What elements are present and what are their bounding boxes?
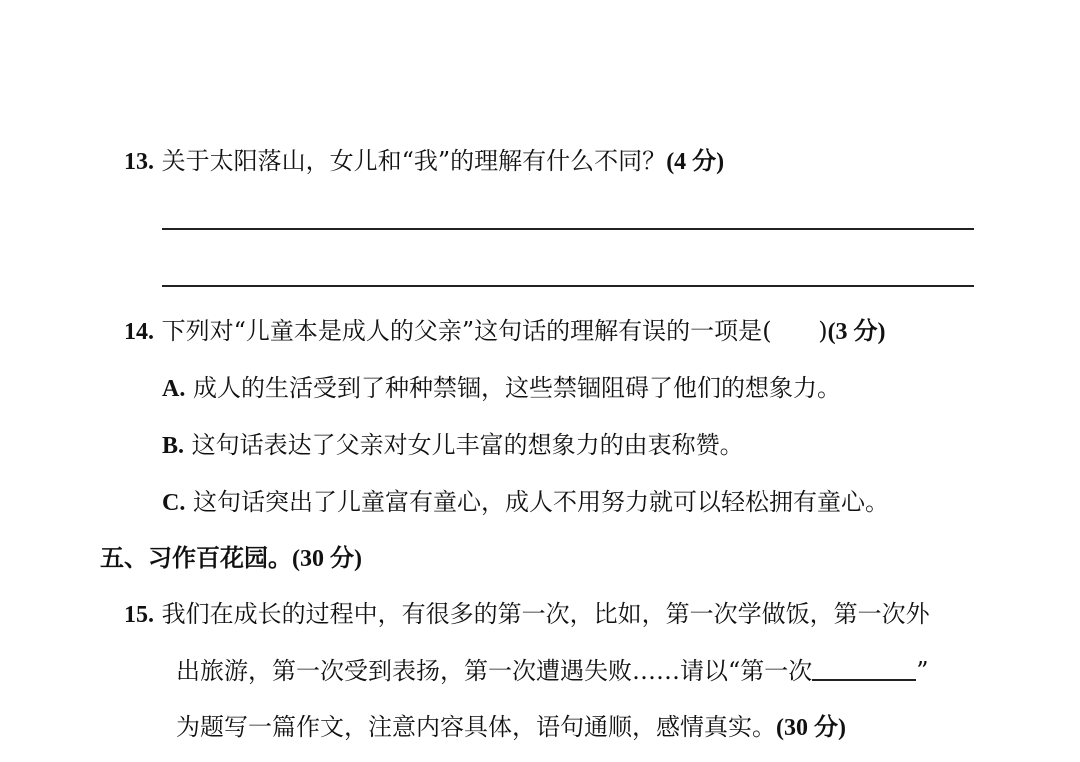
question-13: [124, 146, 724, 177]
question-text: 出旅游，第一次受到表扬，第一次遭遇失败……请以“第一次: [176, 657, 813, 685]
question-text: 为题写一篇作文，注意内容具体，语句通顺，感情真实。: [176, 713, 776, 741]
question-score: (4 分): [666, 149, 725, 175]
answer-bracket-close: ): [818, 317, 828, 345]
answer-line[interactable]: [162, 228, 974, 230]
option-text: 成人的生活受到了种种禁锢，这些禁锢阻碍了他们的想象力。: [192, 374, 841, 402]
option-b: [162, 430, 744, 461]
question-number: 14.: [124, 319, 154, 345]
question-text: 关于太阳落山，女儿和“我”的理解有什么不同？: [161, 147, 667, 175]
option-letter: C.: [162, 490, 186, 516]
option-text: 这句话突出了儿童富有童心，成人不用努力就可以轻松拥有童心。: [192, 488, 889, 516]
question-number: 15.: [124, 602, 154, 628]
option-text: 这句话表达了父亲对女儿丰富的想象力的由衷称赞。: [191, 431, 744, 459]
option-c: [162, 487, 889, 518]
section-title: 五、习作百花园。: [100, 543, 292, 572]
question-15-line-1: [124, 599, 930, 630]
section-heading: [100, 543, 362, 574]
question-14: [124, 316, 886, 347]
title-blank[interactable]: [812, 657, 916, 681]
option-a: [162, 373, 841, 404]
answer-line[interactable]: [162, 285, 974, 287]
question-score: (30 分): [776, 715, 846, 741]
option-letter: B.: [162, 433, 185, 459]
question-15-line-3: [176, 712, 846, 743]
question-number: 13.: [124, 149, 154, 175]
question-15-line-2: [176, 656, 929, 686]
section-score: (30 分): [292, 546, 362, 572]
question-text: 我们在成长的过程中，有很多的第一次，比如，第一次学做饭，第一次外: [161, 600, 930, 628]
question-text: 下列对“儿童本是成人的父亲”这句话的理解有误的一项是: [161, 317, 763, 345]
answer-bracket[interactable]: (: [762, 317, 772, 345]
closing-quote: ”: [916, 657, 929, 685]
option-letter: A.: [162, 376, 186, 402]
question-score: (3 分): [827, 319, 886, 345]
